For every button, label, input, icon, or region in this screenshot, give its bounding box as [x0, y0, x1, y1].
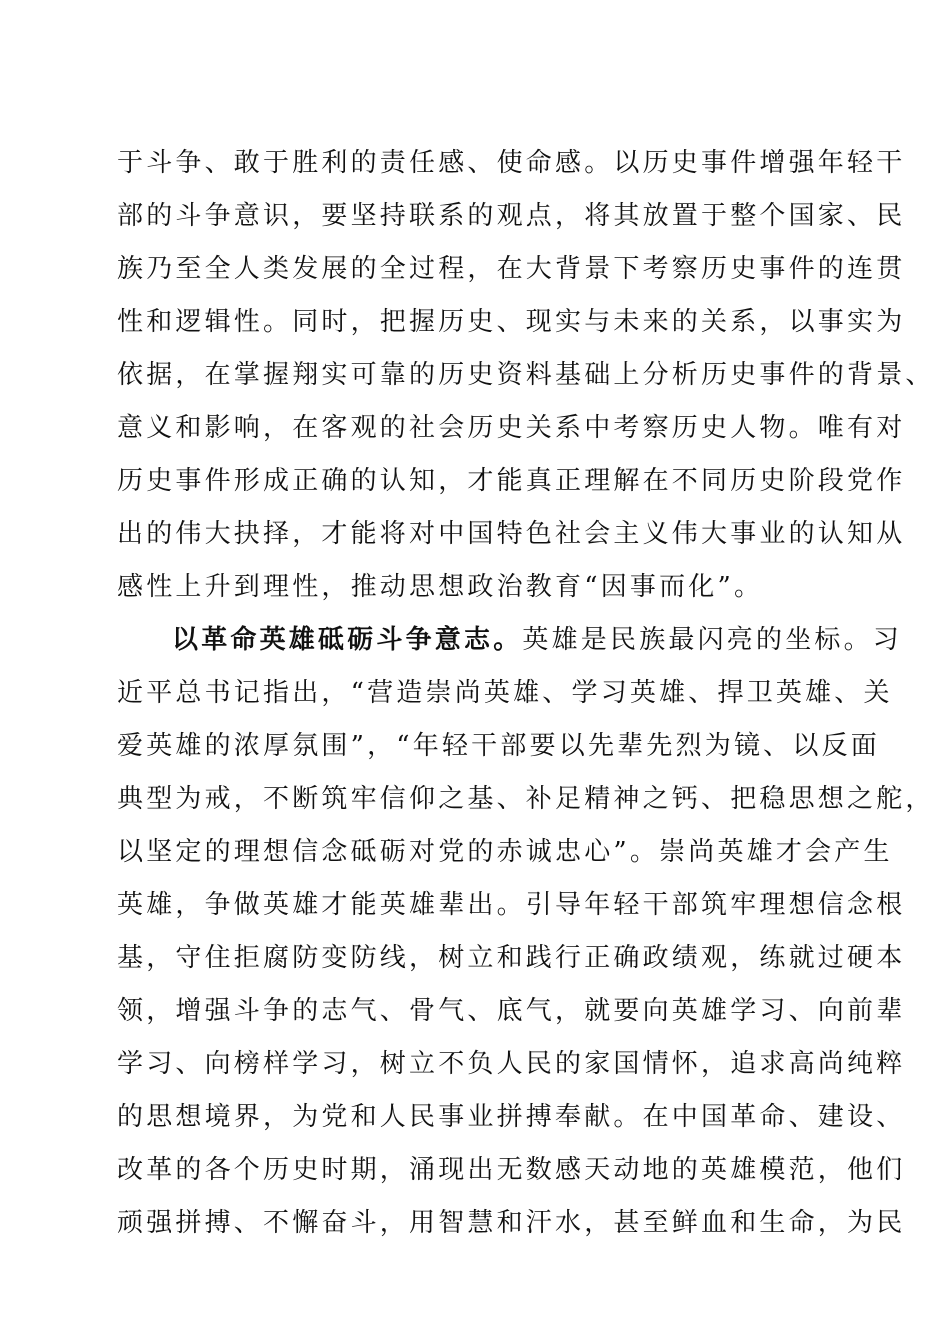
- text-line: 性和逻辑性。同时，把握历史、现实与未来的关系，以事实为: [117, 307, 906, 337]
- text-line: 以坚定的理想信念砥砺对党的赤诚忠心”。崇尚英雄才会产生: [117, 837, 893, 867]
- text-line: 于斗争、敢于胜利的责任感、使命感。以历史事件增强年轻干: [117, 148, 906, 178]
- text-line: 领，增强斗争的志气、骨气、底气，就要向英雄学习、向前辈: [117, 996, 906, 1026]
- text-line: 意义和影响，在客观的社会历史关系中考察历史人物。唯有对: [117, 413, 906, 443]
- text-line: 感性上升到理性，推动思想政治教育“因事而化”。: [117, 572, 764, 602]
- text-line: 的思想境界，为党和人民事业拼搏奉献。在中国革命、建设、: [117, 1102, 906, 1132]
- text-line-first: [172, 620, 902, 660]
- paragraph-heading: 以革命英雄砥砺斗争意志。: [172, 625, 523, 655]
- text-line: 近平总书记指出，“营造崇尚英雄、学习英雄、捍卫英雄、关: [117, 678, 893, 708]
- text-line: 基，守住拒腐防变防线，树立和践行正确政绩观，练就过硬本: [117, 943, 906, 973]
- text-line: 出的伟大抉择，才能将对中国特色社会主义伟大事业的认知从: [117, 519, 906, 549]
- text-line: 依据，在掌握翔实可靠的历史资料基础上分析历史事件的背景、: [117, 360, 935, 390]
- text-line: 顽强拼搏、不懈奋斗，用智慧和汗水，甚至鲜血和生命，为民: [117, 1208, 906, 1238]
- text-line: 改革的各个历史时期，涌现出无数感天动地的英雄模范，他们: [117, 1155, 906, 1185]
- text-line: 爱英雄的浓厚氛围”，“年轻干部要以先辈先烈为镜、以反面: [117, 731, 880, 761]
- text-line: 英雄，争做英雄才能英雄辈出。引导年轻干部筑牢理想信念根: [117, 890, 906, 920]
- text-line: 族乃至全人类发展的全过程，在大背景下考察历史事件的连贯: [117, 254, 906, 284]
- text-line: 历史事件形成正确的认知，才能真正理解在不同历史阶段党作: [117, 466, 906, 496]
- text-line: 部的斗争意识，要坚持联系的观点，将其放置于整个国家、民: [117, 201, 906, 231]
- heading-line-rest: 英雄是民族最闪亮的坐标。习: [522, 625, 903, 655]
- text-line: 典型为戒，不断筑牢信仰之基、补足精神之钙、把稳思想之舵，: [117, 784, 935, 814]
- text-line: 学习、向榜样学习，树立不负人民的家国情怀，追求高尚纯粹: [117, 1049, 906, 1079]
